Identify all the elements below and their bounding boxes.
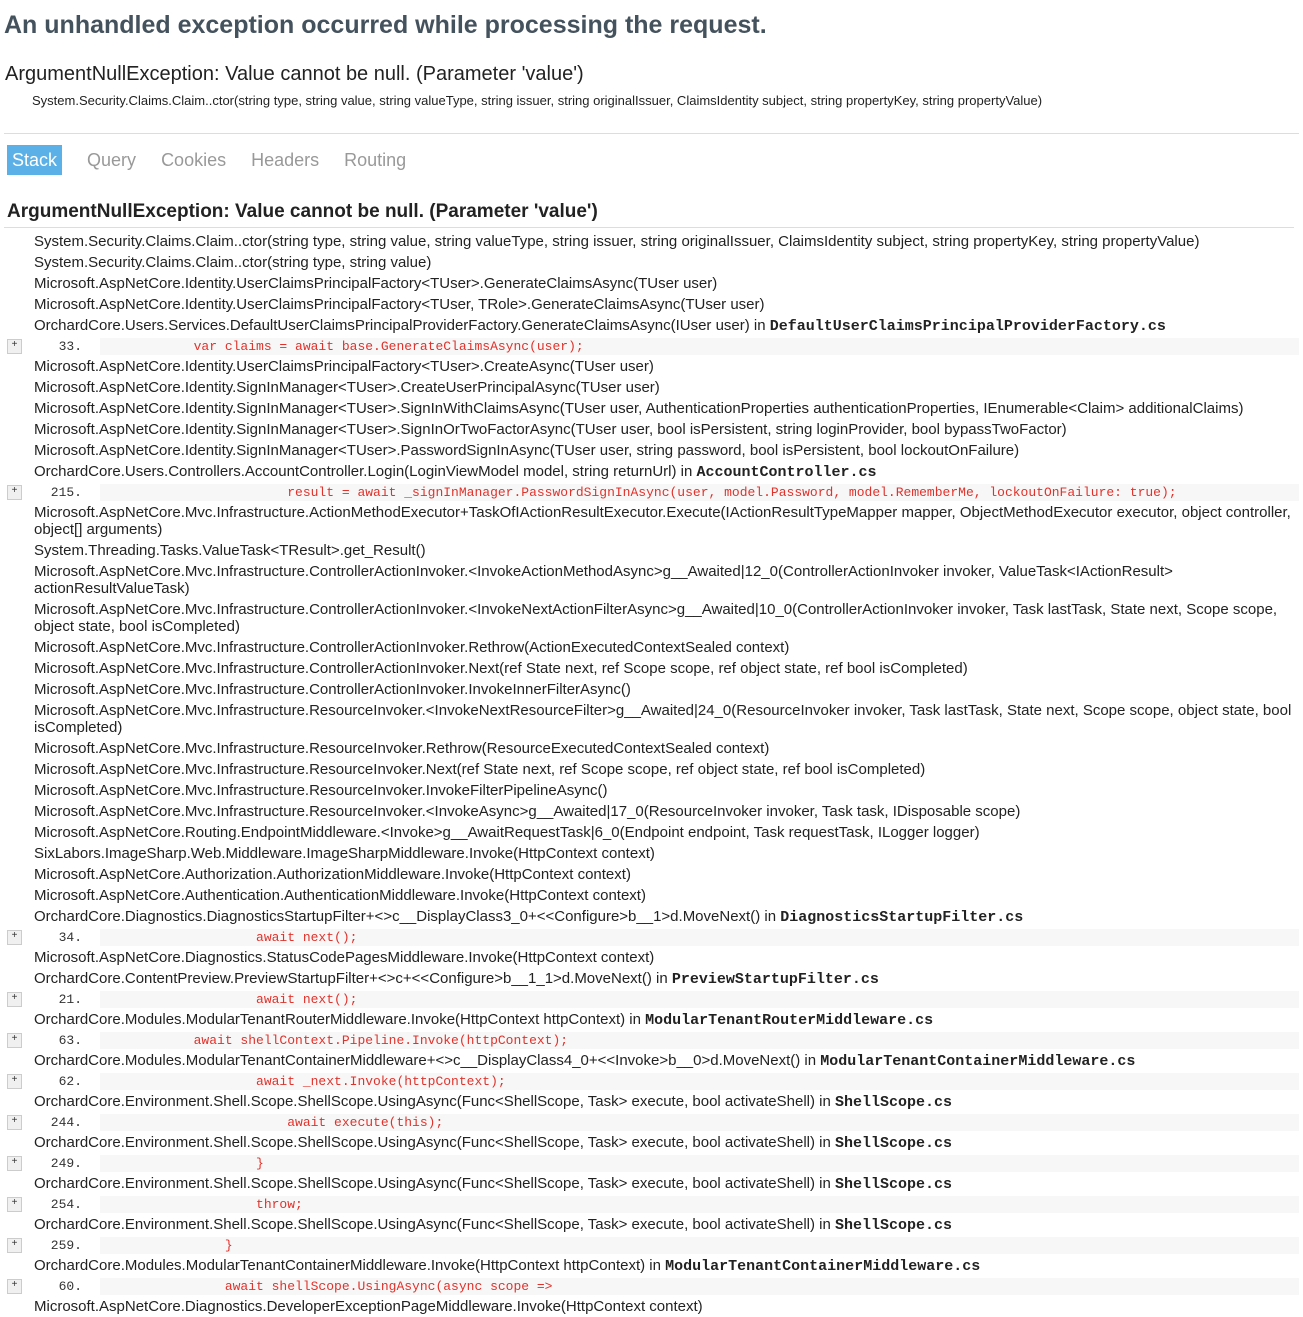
stack-frame — [4, 461, 1299, 501]
frame-method-text: OrchardCore.Environment.Shell.Scope.ShellScope.UsingAsync(Func<ShellScope, Task> execute, bool activateShell) in — [34, 1216, 835, 1233]
frame-method-text: System.Security.Claims.Claim..ctor(string type, string value) — [34, 254, 432, 271]
source-line — [4, 1155, 1299, 1172]
line-number: 21. — [58, 992, 82, 1007]
source-line — [4, 1196, 1299, 1213]
stack-frame — [4, 1050, 1299, 1090]
frame-method-text: Microsoft.AspNetCore.Identity.UserClaimsPrincipalFactory<TUser>.GenerateClaimsAsync(TUser user) — [34, 275, 718, 292]
stack-frame — [4, 231, 1299, 252]
expand-source-icon[interactable]: + — [7, 1238, 22, 1253]
frame-method — [4, 440, 1299, 461]
frame-method — [4, 561, 1299, 599]
frame-method-text: OrchardCore.Modules.ModularTenantContainerMiddleware.Invoke(HttpContext httpContext) in — [34, 1257, 666, 1274]
line-number: 259. — [50, 1238, 82, 1253]
source-line — [4, 1073, 1299, 1090]
frame-file: ShellScope.cs — [834, 1094, 953, 1111]
expand-source-icon[interactable]: + — [7, 1156, 22, 1171]
frame-method — [4, 906, 1299, 928]
stack-frame — [4, 679, 1299, 700]
line-number: 254. — [50, 1197, 82, 1212]
stack-frame — [4, 252, 1299, 273]
stack-frame — [4, 843, 1299, 864]
frame-method-text: Microsoft.AspNetCore.Mvc.Infrastructure.ResourceInvoker.Next(ref State next, ref Scope scope, ref object state, ref bool isCompleted) — [34, 761, 926, 778]
stack-frame — [4, 780, 1299, 801]
stack-frame — [4, 822, 1299, 843]
stack-frame — [4, 540, 1299, 561]
stack-frame — [4, 906, 1299, 946]
frame-method — [4, 540, 1299, 561]
stack-frame — [4, 356, 1299, 377]
frame-method — [4, 231, 1299, 252]
frame-method-text: OrchardCore.Modules.ModularTenantRouterMiddleware.Invoke(HttpContext httpContext) in — [34, 1011, 646, 1028]
stack-frame — [4, 801, 1299, 822]
frame-method — [4, 599, 1299, 637]
frame-method-text: Microsoft.AspNetCore.Mvc.Infrastructure.ControllerActionInvoker.Rethrow(ActionExecutedContextSealed context) — [34, 639, 790, 656]
stack-frame — [4, 1296, 1299, 1317]
frame-method — [4, 294, 1299, 315]
frame-method — [4, 700, 1299, 738]
frame-method-text: Microsoft.AspNetCore.Diagnostics.StatusCodePagesMiddleware.Invoke(HttpContext context) — [34, 949, 655, 966]
frame-method — [4, 738, 1299, 759]
stack-frame — [4, 968, 1299, 1008]
page-title: An unhandled exception occurred while processing the request. — [4, 11, 767, 39]
tab-headers[interactable]: Headers — [251, 150, 320, 170]
frame-method-text: OrchardCore.Modules.ModularTenantContainerMiddleware+<>c__DisplayClass4_0+<<Invoke>b__0>d.MoveNext() in — [34, 1052, 821, 1069]
line-number: 62. — [58, 1074, 82, 1089]
source-code: await shellScope.UsingAsync(async scope => — [100, 1278, 1299, 1295]
frame-method — [4, 947, 1299, 968]
stack-frame — [4, 885, 1299, 906]
expand-source-icon[interactable]: + — [7, 992, 22, 1007]
frame-method-text: System.Security.Claims.Claim..ctor(string type, string value, string valueType, string issuer, string originalIssuer, ClaimsIdentity subject, string propertyKey, string propertyValue) — [34, 233, 1200, 250]
frame-method-text: Microsoft.AspNetCore.Identity.SignInManager<TUser>.CreateUserPrincipalAsync(TUser user) — [34, 379, 660, 396]
source-line — [4, 484, 1299, 501]
stack-frame — [4, 1132, 1299, 1172]
source-code: var claims = await base.GenerateClaimsAsync(user); — [100, 338, 1299, 355]
frame-method-text: Microsoft.AspNetCore.Mvc.Infrastructure.ResourceInvoker.Rethrow(ResourceExecutedContextSealed context) — [34, 740, 770, 757]
stack-frame — [4, 315, 1299, 355]
stack-frame — [4, 1173, 1299, 1213]
frame-file: DiagnosticsStartupFilter.cs — [780, 909, 1024, 926]
tab-query[interactable]: Query — [87, 150, 137, 170]
frame-method — [4, 273, 1299, 294]
stack-frame — [4, 599, 1299, 637]
frame-method-text: Microsoft.AspNetCore.Authentication.AuthenticationMiddleware.Invoke(HttpContext context) — [34, 887, 646, 904]
frame-method — [4, 419, 1299, 440]
expand-source-icon[interactable]: + — [7, 1115, 22, 1130]
frame-method — [4, 398, 1299, 419]
frame-method-text: Microsoft.AspNetCore.Identity.UserClaimsPrincipalFactory<TUser, TRole>.GenerateClaimsAsync(TUser user) — [34, 296, 765, 313]
frame-method-text: Microsoft.AspNetCore.Identity.UserClaimsPrincipalFactory<TUser>.CreateAsync(TUser user) — [34, 358, 654, 375]
frame-method-text: OrchardCore.Users.Services.DefaultUserClaimsPrincipalProviderFactory.GenerateClaimsAsync(IUser user) in — [34, 317, 770, 334]
source-line — [4, 1237, 1299, 1254]
frame-method-text: Microsoft.AspNetCore.Identity.SignInManager<TUser>.SignInOrTwoFactorAsync(TUser user, bool isPersistent, string loginProvider, bool bypassTwoFactor) — [34, 421, 1067, 438]
error-title: ArgumentNullException: Value cannot be null. (Parameter 'value') — [5, 63, 584, 85]
stack-frame — [4, 700, 1299, 738]
line-number: 60. — [58, 1279, 82, 1294]
frame-method — [4, 759, 1299, 780]
source-code: } — [100, 1155, 1299, 1172]
line-number: 63. — [58, 1033, 82, 1048]
divider — [4, 227, 1294, 228]
frame-method — [4, 502, 1299, 540]
stack-frame — [4, 440, 1299, 461]
expand-source-icon[interactable]: + — [7, 1279, 22, 1294]
frame-method-text: Microsoft.AspNetCore.Mvc.Infrastructure.ControllerActionInvoker.<InvokeNextActionFilterAsync>g__Awaited|10_0(ControllerActionInvoker invoker, Task lastTask, State next, Scope scope, object state, bool isCompleted) — [34, 601, 1278, 635]
frame-method — [4, 679, 1299, 700]
frame-method — [4, 461, 1299, 483]
frame-method — [4, 637, 1299, 658]
frame-file: PreviewStartupFilter.cs — [671, 971, 879, 988]
frame-method — [4, 315, 1299, 337]
frame-file: ModularTenantContainerMiddleware.cs — [665, 1258, 981, 1275]
expand-source-icon[interactable]: + — [7, 339, 22, 354]
frame-method-text: OrchardCore.Diagnostics.DiagnosticsStartupFilter+<>c__DisplayClass3_0+<<Configure>b__1>d.MoveNext() in — [34, 908, 781, 925]
frame-method — [4, 1009, 1299, 1031]
frame-method — [4, 1214, 1299, 1236]
source-code: await shellContext.Pipeline.Invoke(httpContext); — [100, 1032, 1299, 1049]
expand-source-icon[interactable]: + — [7, 1074, 22, 1089]
frame-method-text: SixLabors.ImageSharp.Web.Middleware.ImageSharpMiddleware.Invoke(HttpContext context) — [34, 845, 655, 862]
frame-file: ShellScope.cs — [834, 1176, 953, 1193]
frame-method-text: Microsoft.AspNetCore.Routing.EndpointMiddleware.<Invoke>g__AwaitRequestTask|6_0(Endpoint endpoint, Task requestTask, ILogger logger) — [34, 824, 980, 841]
stack-frame — [4, 377, 1299, 398]
stack-frame — [4, 294, 1299, 315]
stack-frame — [4, 398, 1299, 419]
frame-method — [4, 780, 1299, 801]
line-number: 34. — [58, 930, 82, 945]
frame-file: ShellScope.cs — [834, 1217, 953, 1234]
source-line — [4, 1278, 1299, 1295]
frame-method-text: Microsoft.AspNetCore.Mvc.Infrastructure.ControllerActionInvoker.<InvokeActionMethodAsync>g__Awaited|12_0(ControllerActionInvoker invoker, ValueTask<IActionResult> actionResultValueTask) — [34, 563, 1173, 597]
error-location: System.Security.Claims.Claim..ctor(string type, string value, string valueType, string issuer, string originalIssuer, ClaimsIdentity subject, string propertyKey, string propertyValue) — [32, 93, 1043, 108]
frame-method-text: Microsoft.AspNetCore.Mvc.Infrastructure.ResourceInvoker.<InvokeAsync>g__Awaited|17_0(ResourceInvoker invoker, Task task, IDisposable scope) — [34, 803, 1021, 820]
frame-method — [4, 843, 1299, 864]
tab-bar — [7, 145, 1299, 175]
stack-frame — [4, 1091, 1299, 1131]
stack-frame-list — [4, 231, 1299, 1317]
frame-file: ShellScope.cs — [834, 1135, 953, 1152]
source-code: await next(); — [100, 929, 1299, 946]
frame-method — [4, 885, 1299, 906]
frame-method — [4, 658, 1299, 679]
tab-routing[interactable]: Routing — [344, 150, 407, 170]
stack-frame — [4, 273, 1299, 294]
frame-method — [4, 1091, 1299, 1113]
frame-method — [4, 801, 1299, 822]
stack-frame — [4, 502, 1299, 540]
frame-method-text: OrchardCore.Environment.Shell.Scope.ShellScope.UsingAsync(Func<ShellScope, Task> execute, bool activateShell) in — [34, 1093, 835, 1110]
tab-cookies[interactable]: Cookies — [161, 150, 227, 170]
expand-source-icon[interactable]: + — [7, 1197, 22, 1212]
stack-frame — [4, 1214, 1299, 1254]
frame-method — [4, 1132, 1299, 1154]
frame-method-text: Microsoft.AspNetCore.Identity.SignInManager<TUser>.SignInWithClaimsAsync(TUser user, AuthenticationProperties authenticationProperties, IEnumerable<Claim> additionalClaims) — [34, 400, 1244, 417]
frame-method — [4, 356, 1299, 377]
frame-method-text: Microsoft.AspNetCore.Identity.SignInManager<TUser>.PasswordSignInAsync(TUser user, string password, bool isPersistent, bool lockoutOnFailure) — [34, 442, 1020, 459]
frame-method — [4, 1050, 1299, 1072]
frame-file: ModularTenantRouterMiddleware.cs — [645, 1012, 934, 1029]
stack-frame — [4, 947, 1299, 968]
source-line — [4, 929, 1299, 946]
source-code: } — [100, 1237, 1299, 1254]
source-line — [4, 338, 1299, 355]
stack-frame — [4, 759, 1299, 780]
source-line — [4, 1114, 1299, 1131]
line-number: 244. — [50, 1115, 82, 1130]
expand-source-icon[interactable]: + — [7, 1033, 22, 1048]
frame-method-text: Microsoft.AspNetCore.Mvc.Infrastructure.ControllerActionInvoker.InvokeInnerFilterAsync() — [34, 681, 631, 698]
stack-frame — [4, 658, 1299, 679]
stack-frame — [4, 1009, 1299, 1049]
frame-file: AccountController.cs — [696, 464, 877, 481]
source-line — [4, 991, 1299, 1008]
frame-method — [4, 1296, 1299, 1317]
divider — [4, 133, 1299, 134]
source-code: result = await _signInManager.PasswordSignInAsync(user, model.Password, model.RememberMe, lockoutOnFailure: true); — [100, 484, 1299, 501]
source-code: await _next.Invoke(httpContext); — [100, 1073, 1299, 1090]
expand-source-icon[interactable]: + — [7, 930, 22, 945]
line-number: 215. — [50, 485, 82, 500]
stack-frame — [4, 419, 1299, 440]
frame-method-text: Microsoft.AspNetCore.Mvc.Infrastructure.ActionMethodExecutor+TaskOfIActionResultExecutor.Execute(IActionResultTypeMapper mapper, ObjectMethodExecutor executor, object controller, object[] arguments) — [34, 504, 1291, 538]
tab-stack[interactable]: Stack — [7, 145, 62, 175]
stack-frame — [4, 864, 1299, 885]
frame-method-text: Microsoft.AspNetCore.Diagnostics.DeveloperExceptionPageMiddleware.Invoke(HttpContext context) — [34, 1298, 703, 1315]
line-number: 249. — [50, 1156, 82, 1171]
source-code: throw; — [100, 1196, 1299, 1213]
stack-frame — [4, 561, 1299, 599]
stack-heading: ArgumentNullException: Value cannot be null. (Parameter 'value') — [7, 201, 598, 222]
source-code: await execute(this); — [100, 1114, 1299, 1131]
expand-source-icon[interactable]: + — [7, 485, 22, 500]
frame-method-text: Microsoft.AspNetCore.Authorization.AuthorizationMiddleware.Invoke(HttpContext context) — [34, 866, 631, 883]
frame-file: ModularTenantContainerMiddleware.cs — [820, 1053, 1136, 1070]
frame-file: DefaultUserClaimsPrincipalProviderFactory.cs — [769, 318, 1166, 335]
frame-method — [4, 377, 1299, 398]
stack-frame — [4, 1255, 1299, 1295]
frame-method-text: Microsoft.AspNetCore.Mvc.Infrastructure.ResourceInvoker.<InvokeNextResourceFilter>g__Awaited|24_0(ResourceInvoker invoker, Task lastTask, State next, Scope scope, object state, bool isCompleted) — [34, 702, 1292, 736]
frame-method-text: Microsoft.AspNetCore.Mvc.Infrastructure.ResourceInvoker.InvokeFilterPipelineAsync() — [34, 782, 608, 799]
frame-method — [4, 968, 1299, 990]
frame-method — [4, 1173, 1299, 1195]
frame-method — [4, 864, 1299, 885]
source-line — [4, 1032, 1299, 1049]
frame-method — [4, 252, 1299, 273]
frame-method — [4, 1255, 1299, 1277]
stack-frame — [4, 738, 1299, 759]
frame-method-text: System.Threading.Tasks.ValueTask<TResult>.get_Result() — [34, 542, 426, 559]
frame-method-text: OrchardCore.ContentPreview.PreviewStartupFilter+<>c+<<Configure>b__1_1>d.MoveNext() in — [34, 970, 672, 987]
source-code: await next(); — [100, 991, 1299, 1008]
frame-method-text: OrchardCore.Environment.Shell.Scope.ShellScope.UsingAsync(Func<ShellScope, Task> execute, bool activateShell) in — [34, 1134, 835, 1151]
frame-method-text: OrchardCore.Users.Controllers.AccountController.Login(LoginViewModel model, string returnUrl) in — [34, 463, 697, 480]
frame-method-text: OrchardCore.Environment.Shell.Scope.ShellScope.UsingAsync(Func<ShellScope, Task> execute, bool activateShell) in — [34, 1175, 835, 1192]
frame-method — [4, 822, 1299, 843]
frame-method-text: Microsoft.AspNetCore.Mvc.Infrastructure.ControllerActionInvoker.Next(ref State next, ref Scope scope, ref object state, ref bool isCompleted) — [34, 660, 968, 677]
line-number: 33. — [58, 339, 82, 354]
stack-frame — [4, 637, 1299, 658]
